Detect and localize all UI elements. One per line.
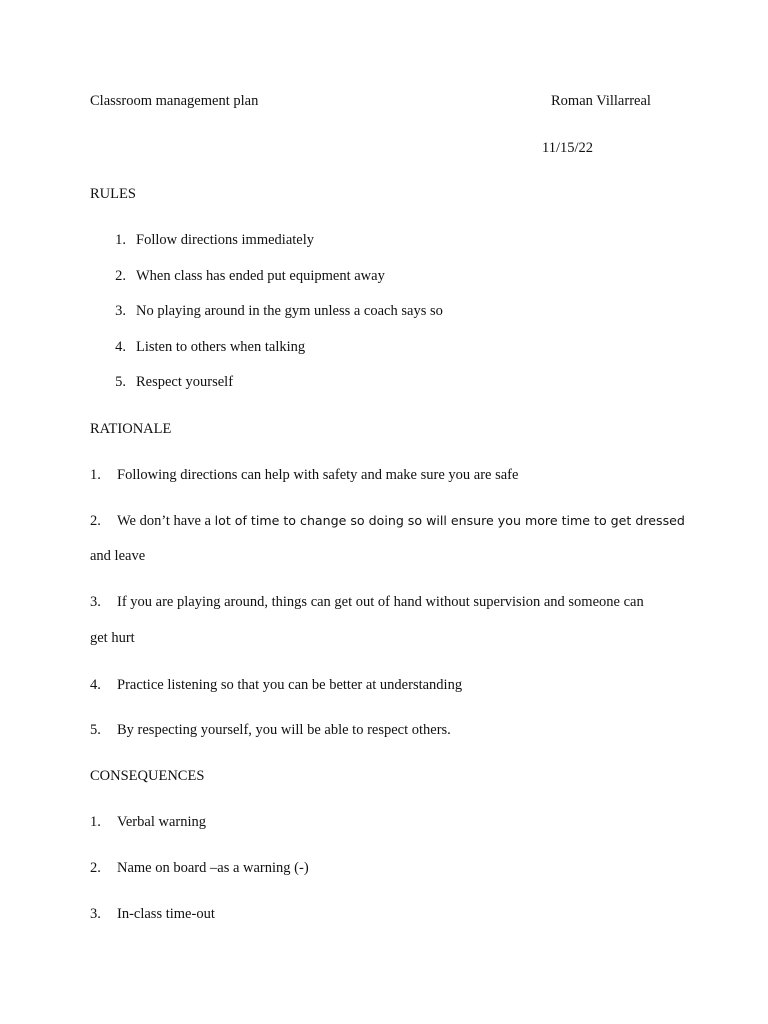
rationale-number: 4.: [90, 677, 101, 693]
rationale-text: If you are playing around, things can get out of hand without supervision and someone can: [117, 594, 644, 610]
rationale-item-3-continuation: get hurt: [90, 630, 135, 646]
rationale-heading: RATIONALE: [90, 421, 172, 437]
consequence-number: 1.: [90, 814, 101, 830]
consequence-text: Name on board –as a warning (-): [117, 860, 309, 876]
rationale-number: 3.: [90, 594, 101, 610]
rationale-number: 2.: [90, 513, 101, 529]
author-name: Roman Villarreal: [551, 93, 651, 109]
consequences-heading: CONSEQUENCES: [90, 768, 205, 784]
consequence-number: 3.: [90, 906, 101, 922]
rationale-number: 1.: [90, 467, 101, 483]
rationale-item-2-continuation: and leave: [90, 548, 146, 564]
rule-number: 4.: [115, 339, 126, 355]
consequence-text: Verbal warning: [117, 814, 206, 830]
document-date: 11/15/22: [542, 140, 594, 156]
rule-text: When class has ended put equipment away: [136, 268, 385, 284]
rationale-text: By respecting yourself, you will be able to respect others.: [117, 722, 451, 738]
consequence-number: 2.: [90, 860, 101, 876]
rule-text: Respect yourself: [136, 374, 234, 390]
rule-text: No playing around in the gym unless a coach says so: [136, 303, 443, 319]
rule-text: Listen to others when talking: [136, 339, 306, 355]
rationale-text-part: lot of time to change so doing so will ensure you more time to get dressed: [214, 513, 685, 528]
rule-number: 5.: [115, 374, 126, 390]
rationale-text: [117, 512, 685, 530]
document-title: Classroom management plan: [90, 93, 259, 109]
rationale-text-part: We don’t have a: [117, 513, 215, 529]
rationale-text: Following directions can help with safety and make sure you are safe: [117, 467, 519, 483]
rationale-text: Practice listening so that you can be better at understanding: [117, 677, 463, 693]
rule-number: 3.: [115, 303, 126, 319]
rationale-number: 5.: [90, 722, 101, 738]
rule-text: Follow directions immediately: [136, 232, 315, 248]
rule-number: 1.: [115, 232, 126, 248]
rule-number: 2.: [115, 268, 126, 284]
consequence-text: In-class time-out: [117, 906, 215, 922]
rules-heading: RULES: [90, 186, 136, 202]
